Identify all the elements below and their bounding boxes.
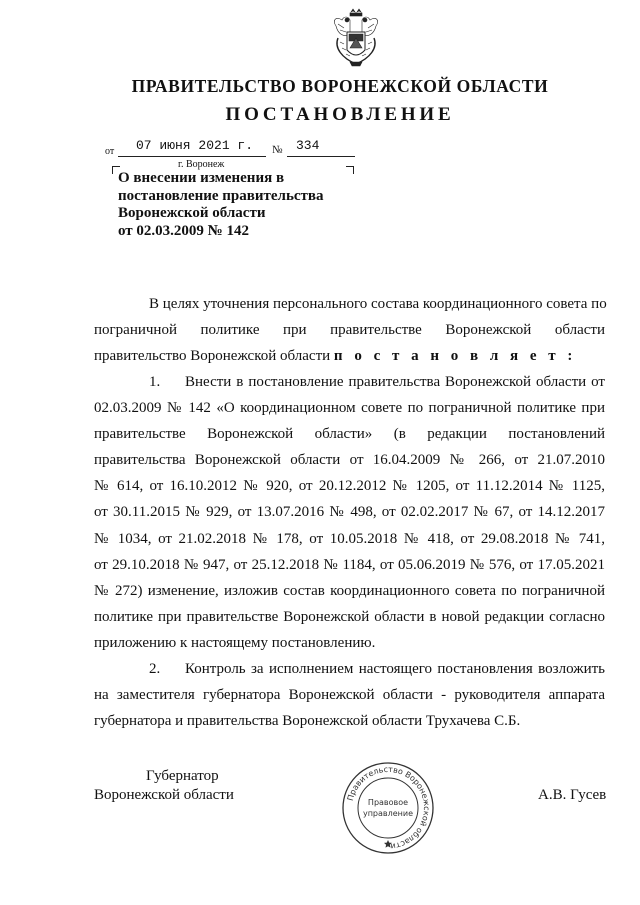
signatory-title: Губернатор bbox=[146, 768, 219, 784]
text-line: 02.03.2009 № 142 «О координационном совете по пограничной политике при bbox=[94, 400, 605, 417]
number-prefix: № bbox=[272, 144, 283, 156]
subject-line: Воронежской области bbox=[118, 205, 266, 221]
stamp-center-line-1: Правовое bbox=[367, 798, 409, 807]
text-line bbox=[94, 656, 605, 682]
signatory-region: Воронежской области bbox=[94, 787, 234, 803]
text-segment: Внести в постановление правительства Воронежской области от bbox=[185, 374, 605, 390]
document-type: ПОСТАНОВЛЕНИЕ bbox=[225, 104, 455, 125]
intro-paragraph bbox=[94, 291, 605, 369]
stamp-ring-text: Правительство Воронежской области bbox=[345, 764, 432, 851]
item-1-paragraph bbox=[94, 369, 605, 656]
item-number: 1. bbox=[149, 374, 161, 390]
stamp-outer-ring bbox=[343, 763, 433, 853]
text-line bbox=[94, 343, 605, 369]
city: г. Воронеж bbox=[178, 159, 225, 170]
date-prefix: от bbox=[105, 146, 115, 157]
stamp-inner-ring bbox=[358, 778, 418, 838]
text-line: от 30.11.2015 № 929, от 13.07.2016 № 498, от 02.02.2017 № 67, от 14.12.2017 bbox=[94, 504, 605, 521]
text-line: правительства Воронежской области от 16.04.2009 № 266, от 21.07.2010 bbox=[94, 452, 605, 469]
text-line: на заместителя губернатора Воронежской области - руководителя аппарата bbox=[94, 687, 605, 704]
subject-line: постановление правительства bbox=[118, 187, 324, 204]
number-underline bbox=[287, 156, 355, 157]
subject-line: от 02.03.2009 № 142 bbox=[118, 222, 249, 239]
text-line: пограничной политике при правительстве Воронежской области bbox=[94, 322, 605, 339]
text-line: № 272) изменение, изложив состав координационного совета по пограничной bbox=[94, 582, 605, 599]
item-2-paragraph bbox=[94, 656, 605, 734]
text-segment: правительство Воронежской области bbox=[94, 348, 331, 365]
text-line: от 29.10.2018 № 947, от 25.12.2018 № 1184, от 05.06.2019 № 576, от 17.05.2021 bbox=[94, 556, 605, 573]
coat-of-arms-emblem bbox=[330, 8, 382, 68]
text-line: губернатора и правительства Воронежской области Трухачева С.Б. bbox=[94, 713, 521, 730]
date-underline bbox=[118, 156, 266, 157]
text-line: политике при правительстве Воронежской области в новой редакции согласно bbox=[94, 608, 605, 625]
document-subject bbox=[118, 170, 378, 240]
text-line: № 1034, от 21.02.2018 № 178, от 10.05.2018 № 418, от 29.08.2018 № 741, bbox=[94, 530, 605, 547]
text-line: В целях уточнения персонального состава координационного совета по bbox=[149, 296, 607, 312]
stamp-center-line-2: управление bbox=[362, 809, 414, 818]
text-line bbox=[94, 369, 605, 395]
document-date: 07 июня 2021 г. bbox=[136, 138, 254, 153]
signatory-name: А.В. Гусев bbox=[538, 787, 607, 803]
text-line: приложению к настоящему постановлению. bbox=[94, 634, 376, 651]
subject-line: О внесении изменения в bbox=[118, 170, 285, 186]
text-segment: Контроль за исполнением настоящего постановления возложить bbox=[185, 661, 605, 677]
decree-verb: п о с т а н о в л я е т : bbox=[333, 348, 577, 365]
item-number: 2. bbox=[149, 661, 161, 677]
legal-department-stamp bbox=[340, 760, 436, 856]
document-number: 334 bbox=[296, 138, 320, 153]
text-line: № 614, от 16.10.2012 № 920, от 20.12.2012 № 1205, от 11.12.2014 № 1125, bbox=[94, 478, 605, 495]
text-line: правительстве Воронежской области» (в редакции постановлений bbox=[94, 426, 605, 443]
government-name: ПРАВИТЕЛЬСТВО ВОРОНЕЖСКОЙ ОБЛАСТИ bbox=[131, 76, 549, 96]
